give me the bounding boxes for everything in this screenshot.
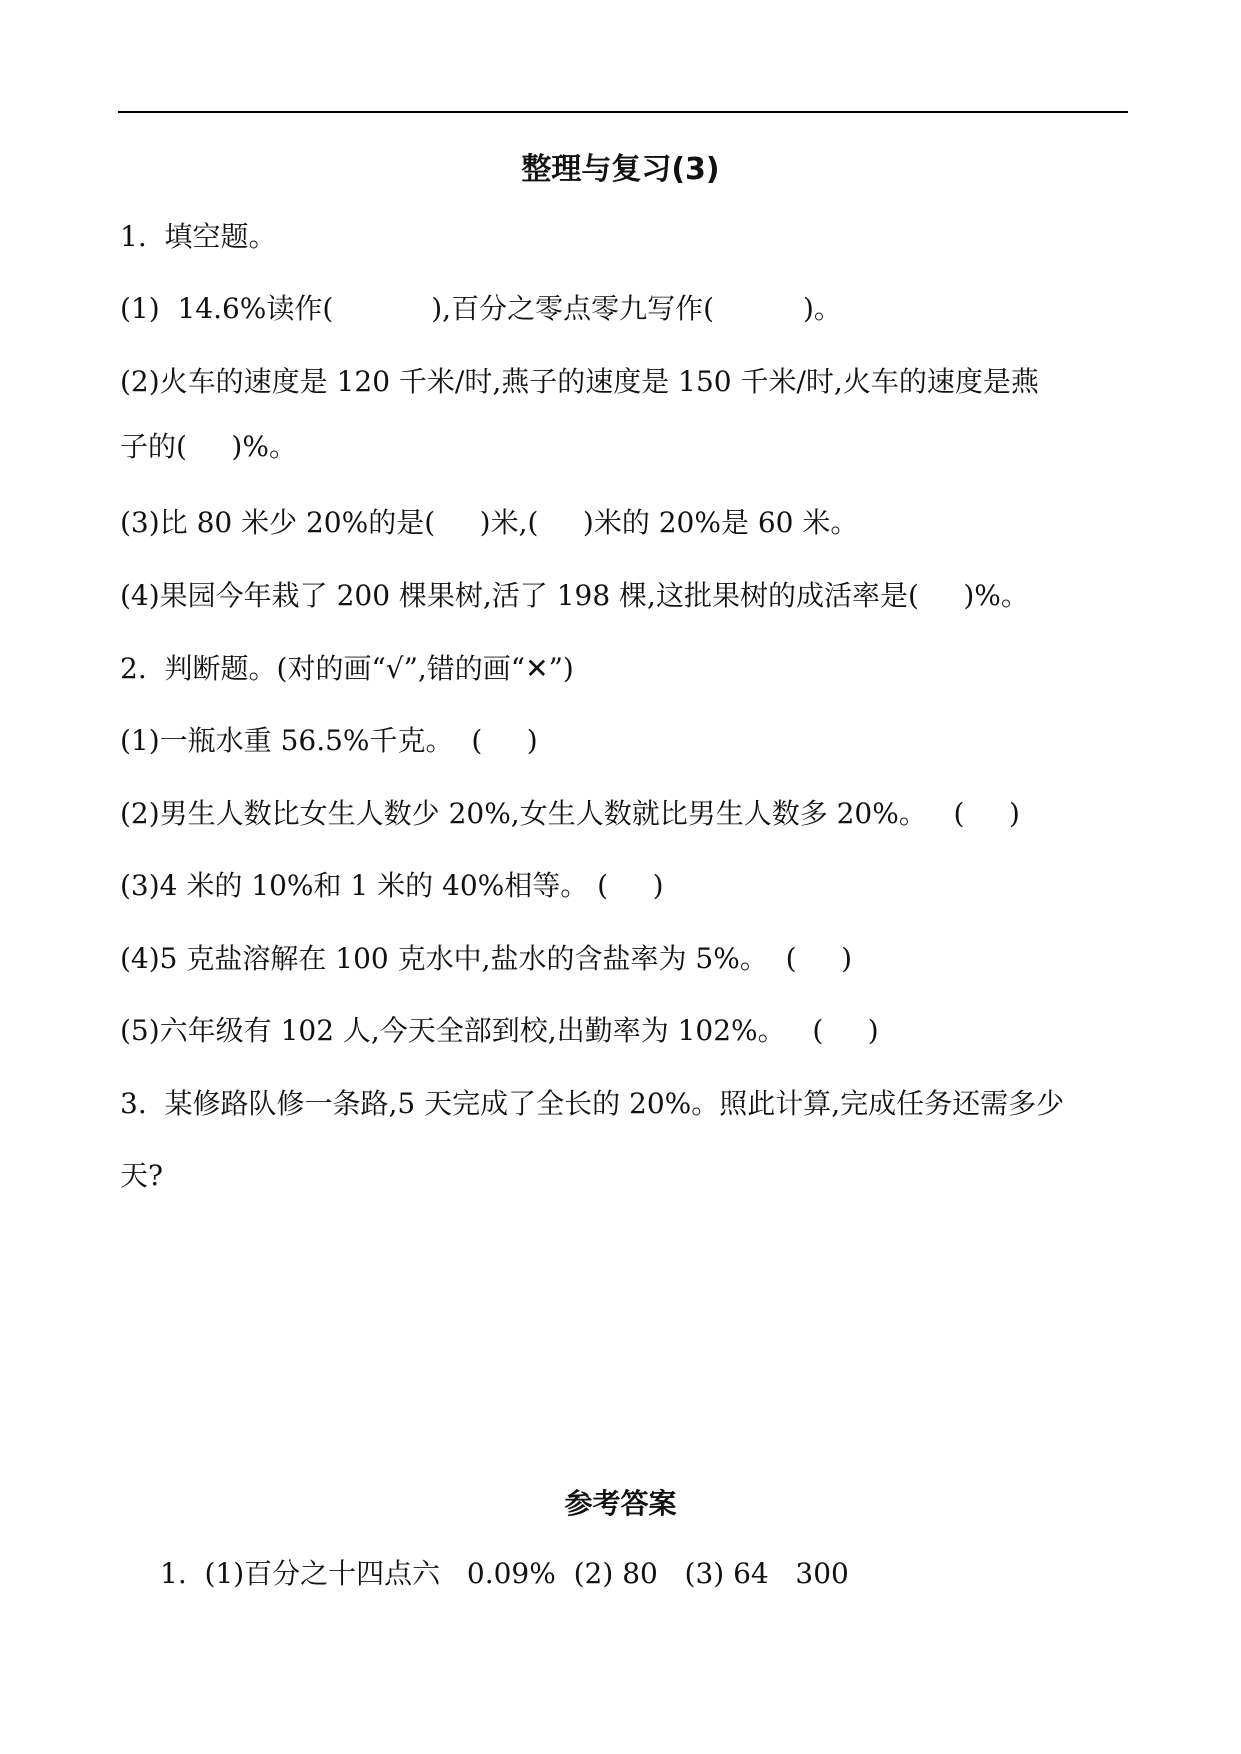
section1-question-2-line2: 子的( )%。 [120,430,297,463]
section2-question-1: (1)一瓶水重 56.5%千克。 ( ) [120,724,538,757]
answers-heading: 参考答案 [564,1487,677,1520]
section1-question-3: (3)比 80 米少 20%的是( )米,( )米的 20%是 60 米。 [120,506,859,539]
section3-question-line2: 天? [120,1159,164,1192]
section2-question-2: (2)男生人数比女生人数少 20%,女生人数就比男生人数多 20%。 ( ) [120,797,1020,830]
section1-heading: 1. 填空题。 [120,220,277,253]
header-rule [118,111,1128,113]
section2-question-3: (3)4 米的 10%和 1 米的 40%相等。 ( ) [120,869,664,902]
answers-line-1: 1. (1)百分之十四点六 0.09% (2) 80 (3) 64 300 [160,1557,849,1590]
section2-question-4: (4)5 克盐溶解在 100 克水中,盐水的含盐率为 5%。 ( ) [120,942,852,975]
page-title: 整理与复习(3) [521,152,720,187]
section2-question-5: (5)六年级有 102 人,今天全部到校,出勤率为 102%。 ( ) [120,1014,879,1047]
section3-question-line1: 3. 某修路队修一条路,5 天完成了全长的 20%。照此计算,完成任务还需多少 [120,1087,1065,1120]
section1-question-1: (1) 14.6%读作( ),百分之零点零九写作( )。 [120,292,842,325]
section1-question-4: (4)果园今年栽了 200 棵果树,活了 198 棵,这批果树的成活率是( )%。 [120,579,1029,612]
section1-question-2-line1: (2)火车的速度是 120 千米/时,燕子的速度是 150 千米/时,火车的速度是燕 [120,365,1039,398]
section2-heading: 2. 判断题。(对的画“√”,错的画“✕”) [120,652,574,685]
